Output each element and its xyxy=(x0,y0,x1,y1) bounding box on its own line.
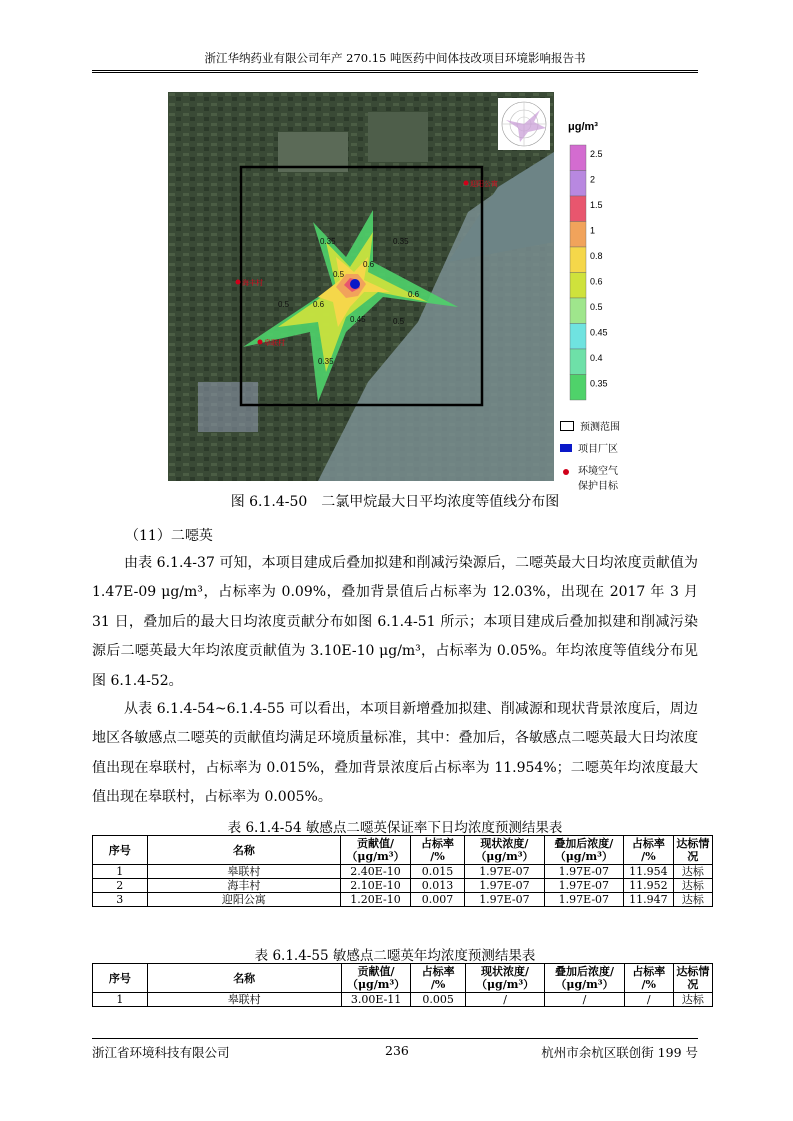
table2-header-row xyxy=(93,964,713,993)
table-cell: 2.10E-10 xyxy=(341,879,411,893)
table-header-cell xyxy=(341,964,411,993)
table-cell: 1.20E-10 xyxy=(341,893,411,907)
table-header-cell xyxy=(624,964,673,993)
table-cell: / xyxy=(624,993,673,1007)
industrial-area xyxy=(198,382,258,432)
project-site-marker xyxy=(350,279,360,289)
figure-caption: 图 6.1.4-50 二氯甲烷最大日平均浓度等值线分布图 xyxy=(230,494,560,510)
header-text: 况 xyxy=(687,978,699,991)
colorbar-swatch xyxy=(570,196,586,222)
colorbar-tick-label: 0.5 xyxy=(590,301,603,312)
contour-map xyxy=(168,92,554,481)
legend-target xyxy=(560,462,670,492)
urban-area-2 xyxy=(368,112,428,162)
contour-label: 0.45 xyxy=(350,315,366,324)
colorbar-swatch xyxy=(570,349,586,375)
color-scale-svg xyxy=(558,110,658,410)
legend-target-line2: 保护目标 xyxy=(578,481,618,492)
table-cell: 1 xyxy=(93,865,148,879)
header-text: 序号 xyxy=(108,843,131,857)
table2-body xyxy=(93,993,713,1007)
map-marker-label: 皋联村 xyxy=(264,340,285,347)
header-text: 况 xyxy=(687,850,699,863)
header-text: 贡献值/ xyxy=(356,837,395,850)
header-text: /% xyxy=(430,978,446,991)
paragraph-1: 由表 6.1.4-37 可知，本项目建成后叠加拟建和削减污染源后，二噁英最大日均浓度贡献值为 1.47E-09 μg/m³，占标率为 0.09%，叠加背景值后占标率为 12.03%，出现在 2017 年 3 月 31 日，叠加后的最大日均浓度贡献分布如图 6.1.4-51 所示；本项目建成后叠加拟建和削减污染源后二噁英最大年均浓度贡献值为 3.10E-10 μg/m³，占标率为 0.05%。年均浓度等值线分布见图 6.1.4-52。 xyxy=(92,555,698,689)
footer-rule xyxy=(92,1038,698,1039)
colorbar-tick-label: 1.5 xyxy=(590,199,603,210)
table-row xyxy=(93,893,713,907)
header-text: 叠加后浓度/ xyxy=(554,965,615,978)
table-header-cell xyxy=(341,836,411,865)
table-cell: / xyxy=(545,993,624,1007)
contour-label: 0.6 xyxy=(408,290,420,299)
header-text: （μg/m³） xyxy=(555,978,614,991)
table-header-cell xyxy=(411,964,465,993)
colorbar-swatch xyxy=(570,247,586,273)
header-text: 占标率 xyxy=(631,837,665,850)
table-cell: 11.954 xyxy=(624,865,674,879)
color-scale xyxy=(558,110,658,410)
table-header-cell xyxy=(673,836,712,865)
table-header-cell xyxy=(410,836,464,865)
unit-label: μg/m³ xyxy=(568,121,598,133)
table-header-cell xyxy=(147,836,341,865)
map-marker-label: 迎阳公寓 xyxy=(470,181,498,188)
section-title: （11）二噁英 xyxy=(125,528,213,544)
table-cell: 1.97E-07 xyxy=(465,893,544,907)
header-text: 序号 xyxy=(108,971,131,985)
table-cell: 1.97E-07 xyxy=(544,865,623,879)
colorbar-swatch xyxy=(570,273,586,299)
contour-label: 0.6 xyxy=(313,300,325,309)
page-number: 236 xyxy=(385,1043,409,1058)
legend-site xyxy=(560,440,670,455)
table-header-cell xyxy=(624,836,674,865)
header-text: （μg/m³） xyxy=(554,850,613,863)
sensitive-point-marker xyxy=(464,181,469,186)
table-cell: 1.97E-07 xyxy=(544,879,623,893)
table1-body xyxy=(93,865,713,907)
colorbar-swatch xyxy=(570,298,586,324)
header-text: 名称 xyxy=(233,971,256,985)
table-header-cell xyxy=(465,836,544,865)
map-marker-label: 海丰村 xyxy=(242,280,263,287)
table-header-cell xyxy=(673,964,712,993)
contour-label: 0.5 xyxy=(278,300,290,309)
colorbar-tick-label: 0.6 xyxy=(590,276,603,287)
range-box-icon xyxy=(560,421,574,431)
table-header-cell xyxy=(93,836,148,865)
table-cell: 达标 xyxy=(673,993,712,1007)
table-cell: 达标 xyxy=(673,893,712,907)
colorbar-swatch xyxy=(570,375,586,401)
header-text: 叠加后浓度/ xyxy=(554,837,614,850)
colorbar-tick-label: 2 xyxy=(590,174,596,185)
table-cell: 达标 xyxy=(673,879,712,893)
table-cell: 2 xyxy=(93,879,148,893)
table-cell: 1.97E-07 xyxy=(465,879,544,893)
table-cell: 迎阳公寓 xyxy=(147,893,341,907)
table-cell: 1.97E-07 xyxy=(465,865,544,879)
colorbar-tick-label: 1 xyxy=(590,225,596,236)
header-text: 占标率 xyxy=(421,837,455,850)
table-cell: 3.00E-11 xyxy=(341,993,411,1007)
table-cell: 1 xyxy=(93,993,148,1007)
table1 xyxy=(92,835,713,907)
header-text: （μg/m³） xyxy=(346,978,406,991)
legend-range-label: 预测范围 xyxy=(580,422,620,433)
table-header-cell xyxy=(545,964,624,993)
legend-target-line1: 环境空气 xyxy=(578,466,618,477)
colorbar-swatch xyxy=(570,171,586,197)
legend-range xyxy=(560,418,670,433)
colorbar-swatch xyxy=(570,324,586,350)
colorbar-tick-label: 0.45 xyxy=(590,327,608,338)
contour-label: 0.6 xyxy=(363,260,375,269)
contour-label: 0.35 xyxy=(320,237,336,246)
contour-label: 0.5 xyxy=(333,270,345,279)
footer-address: 杭州市余杭区联创街 199 号 xyxy=(541,1045,698,1060)
sensitive-point-marker xyxy=(236,280,241,285)
table2 xyxy=(92,963,713,1007)
header-text: /% xyxy=(641,978,656,991)
table-cell: 2.40E-10 xyxy=(341,865,411,879)
table-cell: 皋联村 xyxy=(147,993,341,1007)
legend-target-label xyxy=(578,462,618,492)
table-header-cell xyxy=(93,964,148,993)
page-header: 浙江华纳药业有限公司年产 270.15 吨医药中间体技改项目环境影响报告书 xyxy=(204,51,586,65)
colorbar-tick-label: 0.8 xyxy=(590,250,603,261)
sensitive-point-marker xyxy=(258,340,263,345)
table-cell: 0.013 xyxy=(410,879,464,893)
table-cell: 1.97E-07 xyxy=(544,893,623,907)
header-text: /% xyxy=(430,850,445,863)
table1-caption: 表 6.1.4-54 敏感点二噁英保证率下日均浓度预测结果表 xyxy=(227,820,563,836)
table-row xyxy=(93,879,713,893)
header-text: 达标情 xyxy=(676,837,710,850)
table-cell: 0.015 xyxy=(410,865,464,879)
table-row xyxy=(93,993,713,1007)
table-cell: 0.007 xyxy=(410,893,464,907)
legend-site-label: 项目厂区 xyxy=(578,444,618,455)
target-dot-icon xyxy=(563,469,569,475)
header-text: （μg/m³） xyxy=(475,850,534,863)
colorbar-tick-label: 2.5 xyxy=(590,148,603,159)
header-text: /% xyxy=(641,850,656,863)
table-cell: 海丰村 xyxy=(147,879,341,893)
header-text: （μg/m³） xyxy=(346,850,405,863)
table2-caption: 表 6.1.4-55 敏感点二噁英年均浓度预测结果表 xyxy=(254,948,536,964)
table-header-cell xyxy=(147,964,341,993)
table1-header-row xyxy=(93,836,713,865)
header-text: （μg/m³） xyxy=(475,978,535,991)
header-text: 占标率 xyxy=(421,965,455,978)
map-legend xyxy=(560,418,670,499)
contour-label: 0.35 xyxy=(318,357,334,366)
colorbar-tick-label: 0.35 xyxy=(590,378,608,389)
table-cell: 达标 xyxy=(673,865,712,879)
header-text: 贡献值/ xyxy=(357,965,395,978)
header-rule-2 xyxy=(92,72,698,73)
site-square-icon xyxy=(560,444,572,452)
table-cell: 11.947 xyxy=(624,893,674,907)
map-svg xyxy=(168,92,554,481)
wind-rose xyxy=(498,98,550,150)
header-text: 占标率 xyxy=(632,965,666,978)
table-header-cell xyxy=(465,964,544,993)
header-text: 达标情 xyxy=(676,965,710,978)
table-cell: 11.952 xyxy=(624,879,674,893)
colorbar-tick-label: 0.4 xyxy=(590,352,603,363)
table-cell: / xyxy=(465,993,544,1007)
table-header-cell xyxy=(544,836,623,865)
header-text: 名称 xyxy=(232,843,255,857)
header-text: 现状浓度/ xyxy=(480,837,529,850)
contour-label: 0.35 xyxy=(393,237,409,246)
paragraph-2: 从表 6.1.4-54~6.1.4-55 可以看出，本项目新增叠加拟建、削减源和现状背景浓度后，周边地区各敏感点二噁英的贡献值均满足环境质量标准，其中：叠加后，各敏感点二噁英最大日均浓度值出现在皋联村，占标率为 0.015%，叠加背景浓度后占标率为 11.954%；二噁英年均浓度最大值出现在皋联村，占标率为 0.005%。 xyxy=(92,701,698,806)
header-rule xyxy=(92,70,698,71)
table-cell: 皋联村 xyxy=(147,865,341,879)
contour-label: 0.5 xyxy=(393,317,405,326)
footer-company: 浙江省环境科技有限公司 xyxy=(92,1045,230,1060)
header-text: 现状浓度/ xyxy=(481,965,530,978)
table-cell: 0.005 xyxy=(411,993,465,1007)
colorbar-swatch xyxy=(570,222,586,248)
table-cell: 3 xyxy=(93,893,148,907)
table-row xyxy=(93,865,713,879)
colorbar-swatch xyxy=(570,145,586,171)
